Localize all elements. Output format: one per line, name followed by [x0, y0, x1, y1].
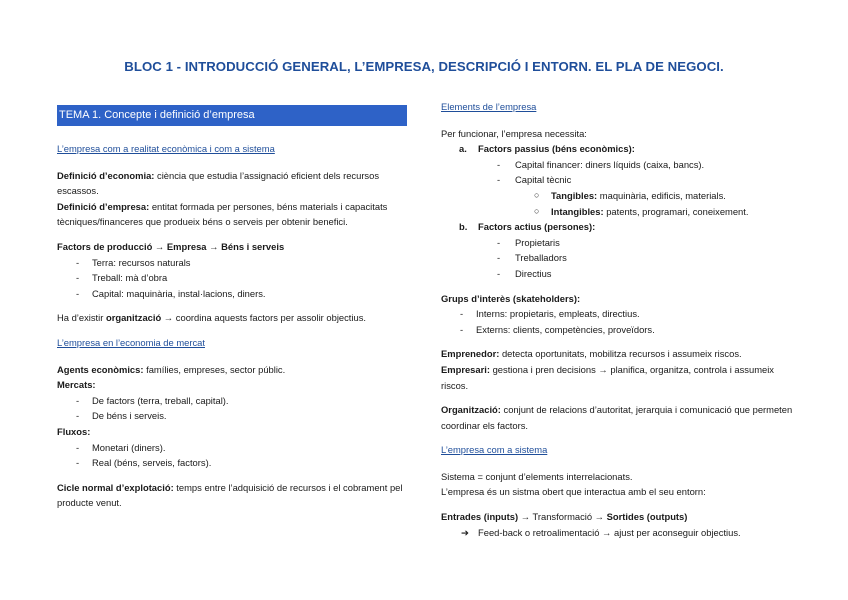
def-empresa-label: Definició d’empresa: [57, 200, 150, 212]
sistema-block [441, 469, 801, 500]
list-item: - Directius [441, 266, 801, 282]
letter-b: b. [459, 221, 468, 233]
fluxos-label: Fluxos: [57, 425, 91, 437]
empresari-label: Empresari: [441, 363, 490, 375]
feedback-text: Feed-back o retroalimentació → ajust per aconseguir objectius. [478, 526, 741, 538]
sistema-line2: L’empresa és un sistma obert que interactua amb el seu entorn: [441, 486, 706, 498]
organitzacio-line [57, 310, 407, 326]
def-empresa-text: entitat formada per persones, béns materials i capacitats tècniques/financeres que produeix béns o serveis per obtenir benefici. [57, 200, 388, 228]
definitions-block [57, 168, 407, 230]
agents-label: Agents econòmics: [57, 363, 144, 375]
list-item [441, 188, 801, 204]
empresari-line [441, 362, 801, 393]
list-item: - De factors (terra, treball, capital). [57, 393, 407, 409]
tangibles-label: Tangibles: [551, 189, 598, 201]
factors-actius [441, 219, 801, 235]
cicle-line [57, 480, 407, 511]
org-post: coordina aquests factors per assolir objectius. [173, 312, 366, 324]
sortides-label: Sortides (outputs) [606, 511, 688, 523]
letter-a: a. [459, 143, 467, 155]
organitzacio-label: Organització: [441, 404, 501, 416]
factors-passius-label: Factors passius (béns econòmics): [478, 143, 635, 155]
list-item: - Treball: mà d’obra [57, 270, 407, 286]
flow-arrow-text: → Transformació → [518, 511, 607, 523]
organitzacio-block [441, 402, 801, 433]
list-item: - Capital financer: diners líquids (caixa, bancs). [441, 157, 801, 173]
right-column [441, 99, 801, 540]
def-empresa [57, 199, 407, 230]
cicle-label: Cicle normal d’explotació: [57, 481, 174, 493]
list-item: - Terra: recursos naturals [57, 255, 407, 271]
list-item [441, 204, 801, 220]
elements-block [441, 126, 801, 282]
right-arrow-icon: ➔ [461, 526, 469, 538]
section-heading-sistema: L’empresa com a sistema [441, 444, 548, 456]
document-title: BLOC 1 - INTRODUCCIÓ GENERAL, L’EMPRESA, DESCRIPCIÓ I ENTORN. EL PLA DE NEGOCI. [124, 59, 724, 74]
list-item: - Capital: maquinària, instal·lacions, diners. [57, 286, 407, 302]
roles-block [441, 346, 801, 393]
empresari-text: gestiona i pren decisions → planifica, organitza, controla i assumeix riscos. [441, 363, 774, 391]
flow-line [441, 509, 801, 525]
intangibles-label: Intangibles: [551, 205, 604, 217]
list-item: - Real (béns, serveis, factors). [57, 455, 407, 471]
left-column [57, 105, 407, 520]
list-item: - De béns i serveis. [57, 408, 407, 424]
org-bold: organització → [105, 312, 174, 324]
intangibles-text: patents, programari, coneixement. [603, 205, 749, 217]
grups-block [441, 291, 801, 338]
cicle-text: temps entre l’adquisició de recursos i el cobrament pel producte venut. [57, 481, 403, 509]
elements-intro: Per funcionar, l’empresa necessita: [441, 127, 587, 139]
def-economia [57, 168, 407, 199]
feedback-line [441, 525, 801, 541]
grups-label: Grups d’interès (skateholders): [441, 292, 581, 304]
list-item: - Capital tècnic [441, 172, 801, 188]
factors-block [57, 239, 407, 301]
list-item: - Interns: propietaris, empleats, directius. [441, 306, 801, 322]
list-item: - Monetari (diners). [57, 440, 407, 456]
mercats-label: Mercats: [57, 379, 96, 391]
section-heading-realitat: L’empresa com a realitat econòmica i com a sistema [57, 143, 275, 154]
list-item: - Treballadors [441, 250, 801, 266]
list-item: - Externs: clients, competències, proveïdors. [441, 322, 801, 338]
tangibles-text: maquinària, edificis, materials. [597, 189, 726, 201]
def-economia-text: ciència que estudia l’assignació eficient dels recursos escassos. [57, 169, 380, 197]
org-pre: Ha d’existir [57, 312, 106, 324]
emprenedor-line [441, 346, 801, 362]
factors-actius-label: Factors actius (persones): [478, 221, 596, 233]
factors-passius [441, 141, 801, 157]
emprenedor-text: detecta oportunitats, mobilitza recursos i assumeix riscos. [499, 348, 742, 360]
section-heading-elements: Elements de l’empresa [441, 101, 537, 112]
agents-text: famílies, empreses, sector públic. [143, 363, 286, 375]
def-economia-label: Definició d’economia: [57, 169, 155, 181]
agents-line [57, 362, 407, 378]
tema-heading: TEMA 1. Concepte i definició d’empresa [57, 105, 407, 126]
list-item: - Propietaris [441, 235, 801, 251]
organitzacio-text: conjunt de relacions d’autoritat, jerarquia i comunicació que permeten coordinar els factors. [441, 404, 793, 431]
sistema-line1: Sistema = conjunt d’elements interrelacionats. [441, 470, 633, 482]
emprenedor-label: Emprenedor: [441, 348, 500, 360]
entrades-label: Entrades (inputs) [441, 511, 519, 523]
section-heading-mercat: L’empresa en l’economia de mercat [57, 336, 205, 348]
mercat-block [57, 362, 407, 471]
flow-block [441, 509, 801, 540]
factors-label: Factors de producció → Empresa → Béns i serveis [57, 240, 285, 252]
